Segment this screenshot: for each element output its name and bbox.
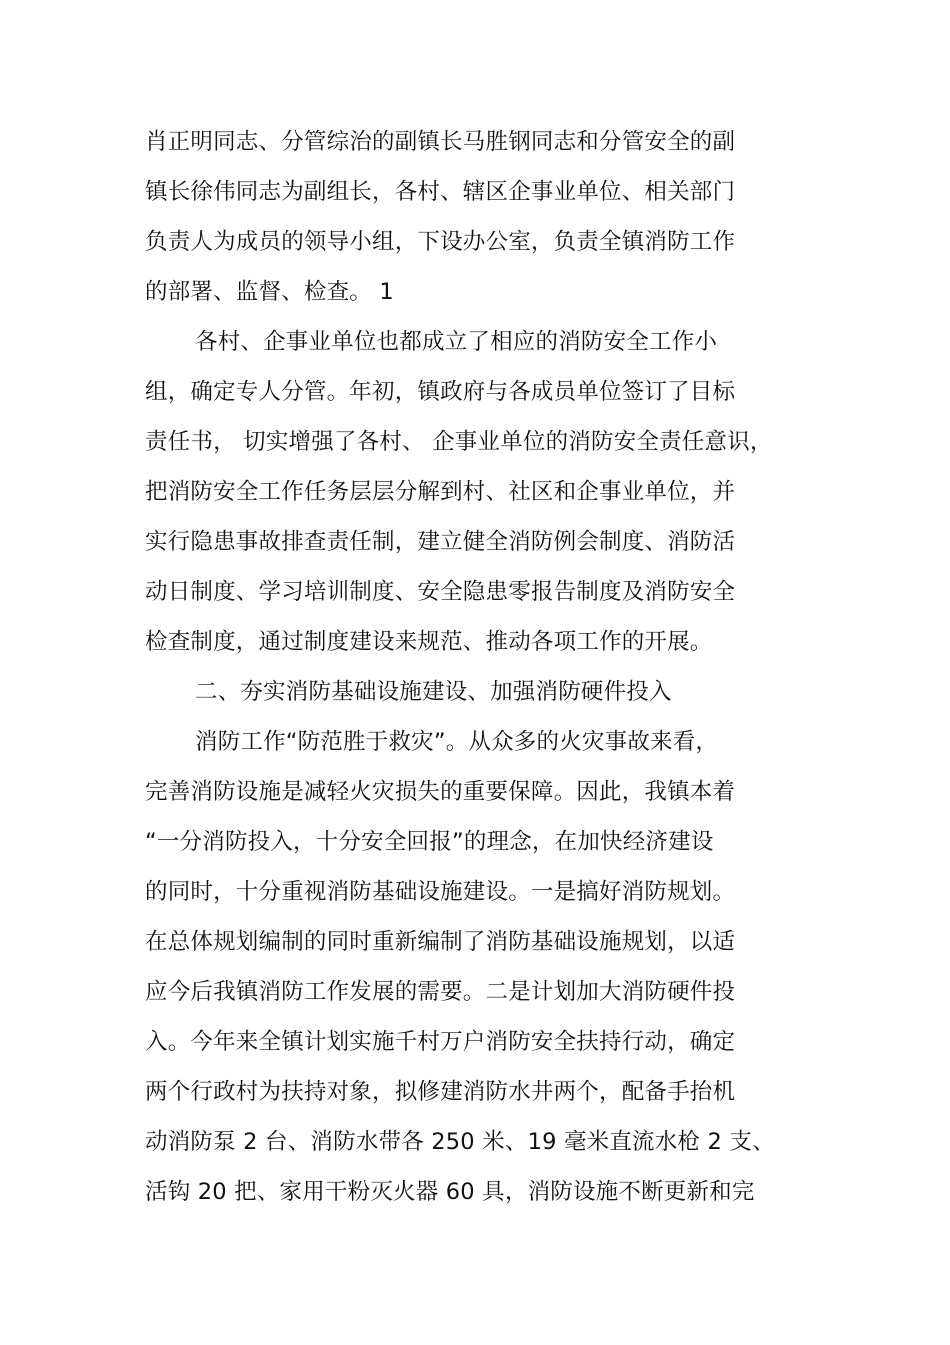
text-line: 的部署、监督、检查。 1 — [145, 279, 394, 305]
text-line: 活钩 20 把、家用干粉灭火器 60 具，消防设施不断更新和完 — [145, 1179, 755, 1205]
text-line: 动日制度、学习培训制度、安全隐患零报告制度及消防安全 — [145, 579, 736, 605]
text-line: 的同时，十分重视消防基础设施建设。一是搞好消防规划。 — [145, 879, 736, 905]
text-line: 组，确定专人分管。年初，镇政府与各成员单位签订了目标 — [145, 379, 736, 405]
text-line: 动消防泵 2 台、消防水带各 250 米、19 毫米直流水枪 2 支、 — [145, 1129, 775, 1155]
text-line: 镇长徐伟同志为副组长，各村、辖区企事业单位、相关部门 — [145, 179, 736, 205]
text-line: 完善消防设施是减轻火灾损失的重要保障。因此，我镇本着 — [145, 779, 736, 805]
text-line: 消防工作“防范胜于救灾”。从众多的火灾事故来看， — [195, 729, 719, 755]
text-line: 两个行政村为扶持对象，拟修建消防水井两个，配备手抬机 — [145, 1079, 736, 1105]
text-line: 入。今年来全镇计划实施千村万户消防安全扶持行动，确定 — [145, 1029, 736, 1055]
text-line: 检查制度，通过制度建设来规范、推动各项工作的开展。 — [145, 629, 713, 655]
text-line: 应今后我镇消防工作发展的需要。二是计划加大消防硬件投 — [145, 979, 736, 1005]
section-heading: 二、夯实消防基础设施建设、加强消防硬件投入 — [195, 679, 672, 705]
text-line: 肖正明同志、分管综治的副镇长马胜钢同志和分管安全的副 — [145, 129, 736, 155]
text-line: 各村、企事业单位也都成立了相应的消防安全工作小 — [195, 329, 718, 355]
text-line: 在总体规划编制的同时重新编制了消防基础设施规划，以适 — [145, 929, 736, 955]
text-line: 实行隐患事故排查责任制，建立健全消防例会制度、消防活 — [145, 529, 736, 555]
text-line: 责任书， 切实增强了各村、 企事业单位的消防安全责任意识， — [145, 429, 773, 455]
text-line: 负责人为成员的领导小组，下设办公室，负责全镇消防工作 — [145, 229, 736, 255]
text-line: “一分消防投入，十分安全回报”的理念，在加快经济建设 — [145, 829, 714, 855]
text-line: 把消防安全工作任务层层分解到村、社区和企事业单位，并 — [145, 479, 736, 505]
